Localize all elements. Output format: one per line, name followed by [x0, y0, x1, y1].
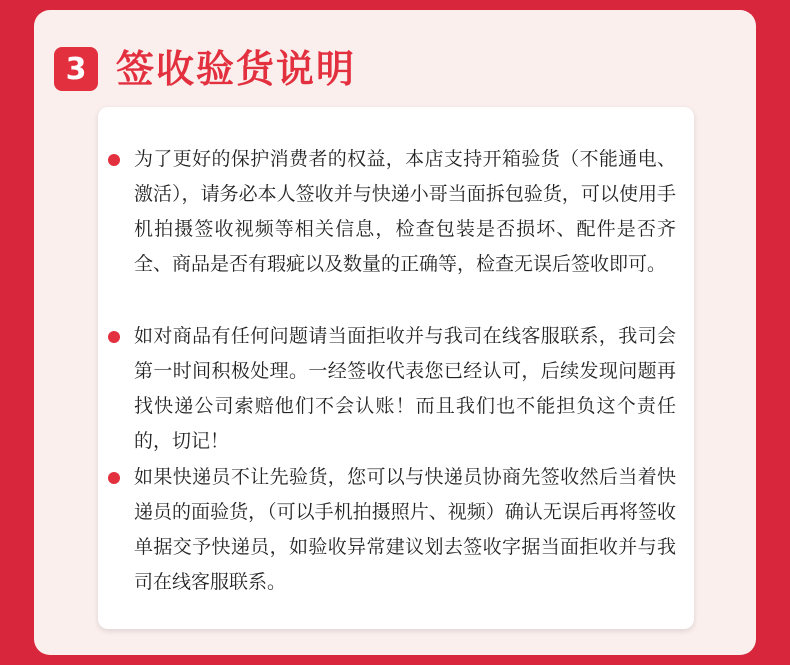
content-panel	[34, 10, 756, 655]
section-header	[54, 47, 356, 91]
instructions-card	[98, 107, 694, 629]
list-item	[134, 142, 676, 282]
section-title: 签收验货说明	[116, 47, 357, 91]
list-item-text: 如对商品有任何问题请当面拒收并与我司在线客服联系，我司会第一时间积极处理。一经签收代表您已经认可，后续发现问题再找快递公司索赔他们不会认账！而且我们也不能担负这个责任的，切记！	[134, 325, 676, 452]
bullet-dot-icon	[108, 154, 120, 166]
bullet-dot-icon	[108, 472, 120, 484]
list-item-text: 为了更好的保护消费者的权益，本店支持开箱验货（不能通电、激活），请务必本人签收并与快递小哥当面拆包验货，可以使用手机拍摄签收视频等相关信息，检查包装是否损坏、配件是否齐全、商品是否有瑕疵以及数量的正确等，检查无误后签收即可。	[134, 148, 676, 275]
bullet-dot-icon	[108, 331, 120, 343]
list-item-text: 如果快递员不让先验货，您可以与快递员协商先签收然后当着快递员的面验货，（可以手机拍摄照片、视频）确认无误后再将签收单据交予快递员，如验收异常建议划去签收字据当面拒收并与我司在线客服联系。	[134, 466, 676, 593]
list-item	[134, 460, 676, 600]
list-item	[134, 319, 676, 459]
step-number-badge: 3	[54, 47, 98, 91]
